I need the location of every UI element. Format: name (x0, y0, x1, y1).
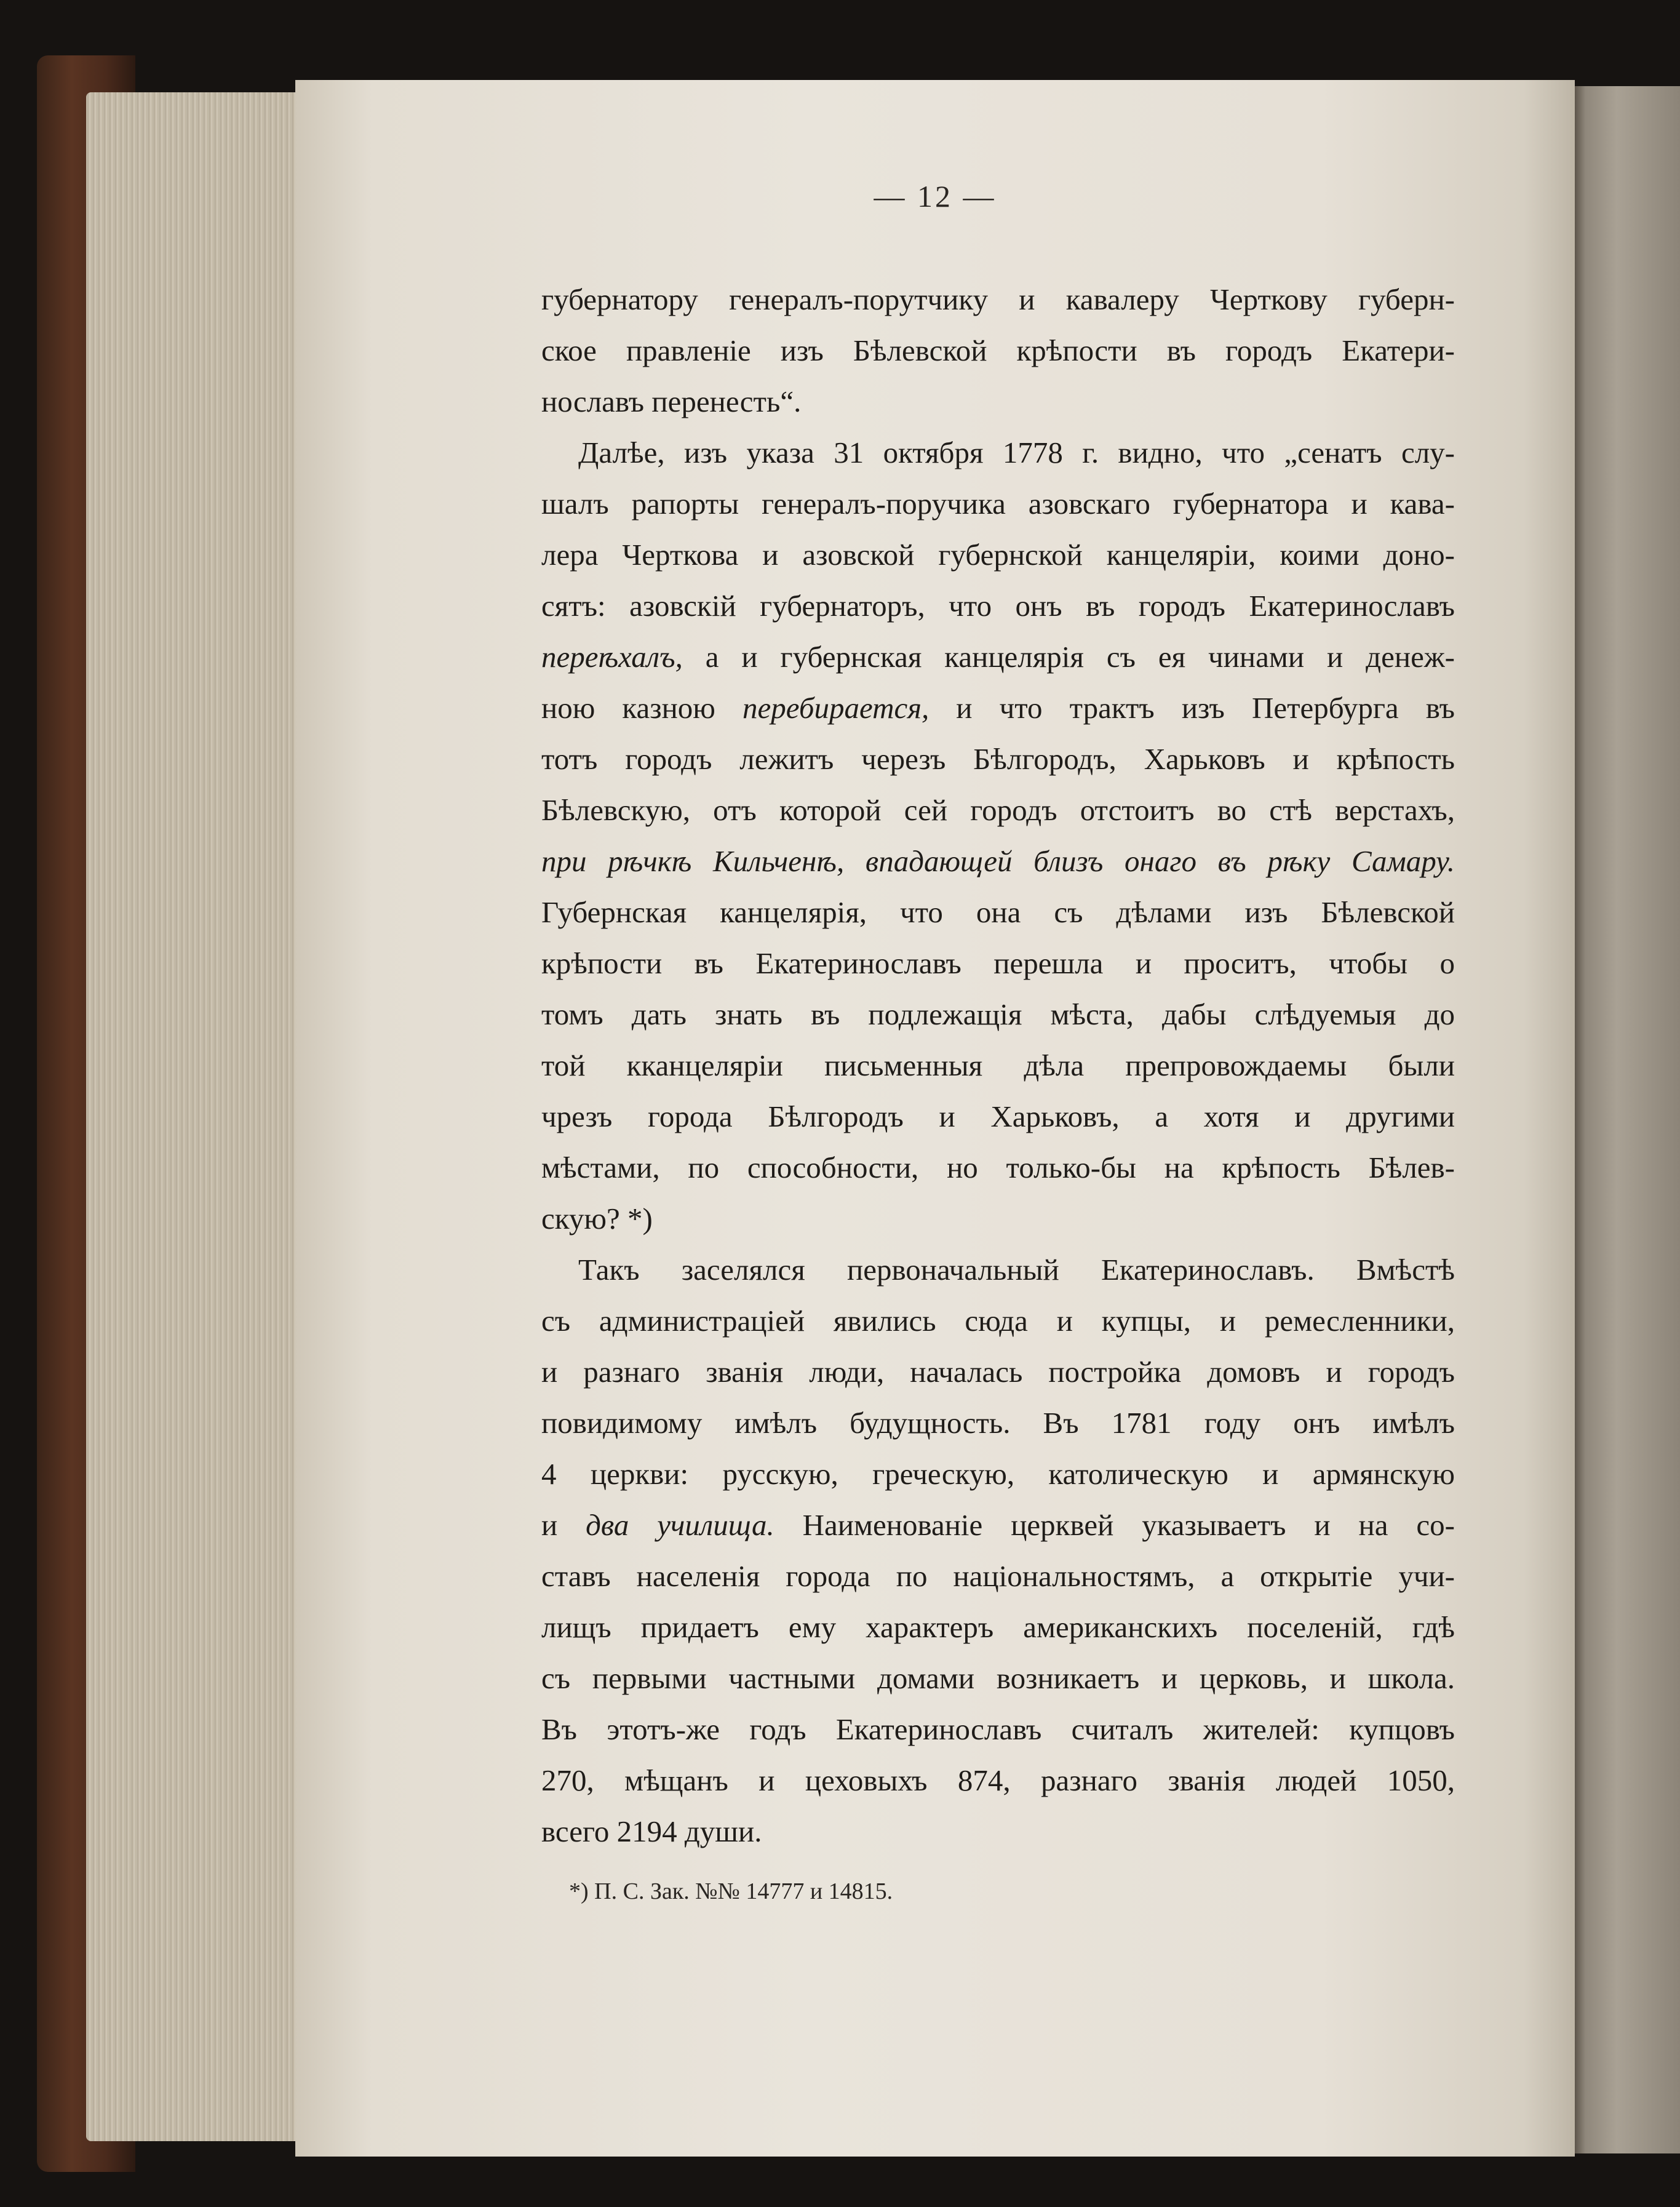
text-line: ставъ населенія города по національностямъ, а открытіе учи- (541, 1559, 1455, 1593)
next-page-edge (1575, 86, 1680, 2153)
text-line: томъ дать знать въ подлежащія мѣста, дабы слѣдуемыя до (541, 997, 1455, 1031)
text-line: губернатору генералъ-порутчику и кавалеру Черткову губерн- (541, 282, 1455, 316)
text-line: лищъ придаетъ ему характеръ американскихъ поселеній, гдѣ (541, 1610, 1455, 1644)
text-line (541, 836, 1455, 887)
italic-word: два училища. (586, 1508, 774, 1542)
body-text (541, 274, 1455, 1857)
text-line: съ первыми частными домами возникаетъ и церковь, и школа. (541, 1661, 1455, 1695)
text-line: повидимому имѣлъ будущность. Въ 1781 году онъ имѣлъ (541, 1406, 1455, 1440)
footnote: *) П. С. Зак. №№ 14777 и 14815. (569, 1878, 893, 1904)
italic-word: переѣхалъ, (541, 640, 683, 674)
text-line: чрезъ города Бѣлгородъ и Харьковъ, а хотя и другими (541, 1100, 1455, 1133)
italic-word: перебирается, (742, 691, 930, 725)
text-line: тотъ городъ лежитъ черезъ Бѣлгородъ, Харьковъ и крѣпость (541, 742, 1455, 776)
text-line: Губернская канцелярія, что она съ дѣлами изъ Бѣлевской (541, 895, 1455, 929)
text-line: ское правленіе изъ Бѣлевской крѣпости въ городъ Екатери- (541, 333, 1455, 367)
text-line (541, 1499, 1455, 1550)
text-line: сятъ: азовскій губернаторъ, что онъ въ городъ Екатеринославъ (541, 589, 1455, 623)
text-line: крѣпости въ Екатеринославъ перешла и проситъ, чтобы о (541, 946, 1455, 980)
text-line: шалъ рапорты генералъ-поручика азовскаго губернатора и кава- (541, 487, 1455, 521)
page-edges (86, 92, 308, 2141)
text-line: нославъ перенесть“. (541, 385, 802, 418)
page-number: — 12 — (874, 179, 997, 214)
text-line: мѣстами, по способности, но только-бы на крѣпость Бѣлев- (541, 1151, 1455, 1184)
text-line: скую? *) (541, 1202, 653, 1235)
text-segment: и что трактъ изъ Петербурга въ (929, 691, 1455, 725)
text-segment: а и губернская канцелярія съ ея чинами и денеж- (682, 640, 1455, 674)
text-line: Въ этотъ-же годъ Екатеринославъ считалъ жителей: купцовъ (541, 1712, 1455, 1746)
text-line: Бѣлевскую, отъ которой сей городъ отстоитъ во стѣ верстахъ, (541, 793, 1455, 827)
text-line (541, 631, 1455, 682)
text-line: Далѣе, изъ указа 31 октября 1778 г. видно, что „сенатъ слу- (578, 436, 1455, 469)
text-segment: Наименованіе церквей указываетъ и на со- (774, 1508, 1455, 1542)
text-line: съ администраціей явились сюда и купцы, и ремесленники, (541, 1304, 1455, 1338)
text-line: 270, мѣщанъ и цеховыхъ 874, разнаго званія людей 1050, (541, 1763, 1455, 1797)
text-line: лера Черткова и азовской губернской канцеляріи, коими доно- (541, 538, 1455, 572)
text-segment: и (541, 1508, 586, 1542)
text-line: 4 церкви: русскую, греческую, католическую и армянскую (541, 1457, 1455, 1491)
text-segment: ною казною (541, 691, 742, 725)
text-line: всего 2194 души. (541, 1814, 762, 1848)
paragraph-1 (541, 274, 1455, 427)
text-line: Такъ заселялся первоначальный Екатеринославъ. Вмѣстѣ (578, 1253, 1455, 1287)
text-line: той кканцеляріи письменныя дѣла препровождаемы были (541, 1048, 1455, 1082)
paragraph-3 (541, 1244, 1455, 1857)
paragraph-2 (541, 427, 1455, 1244)
text-line (541, 682, 1455, 733)
text-line: и разнаго званія люди, началась постройка домовъ и городъ (541, 1355, 1455, 1389)
italic-phrase: при рѣчкѣ Кильченѣ, впадающей близъ онаго въ рѣку Самару. (541, 844, 1455, 878)
